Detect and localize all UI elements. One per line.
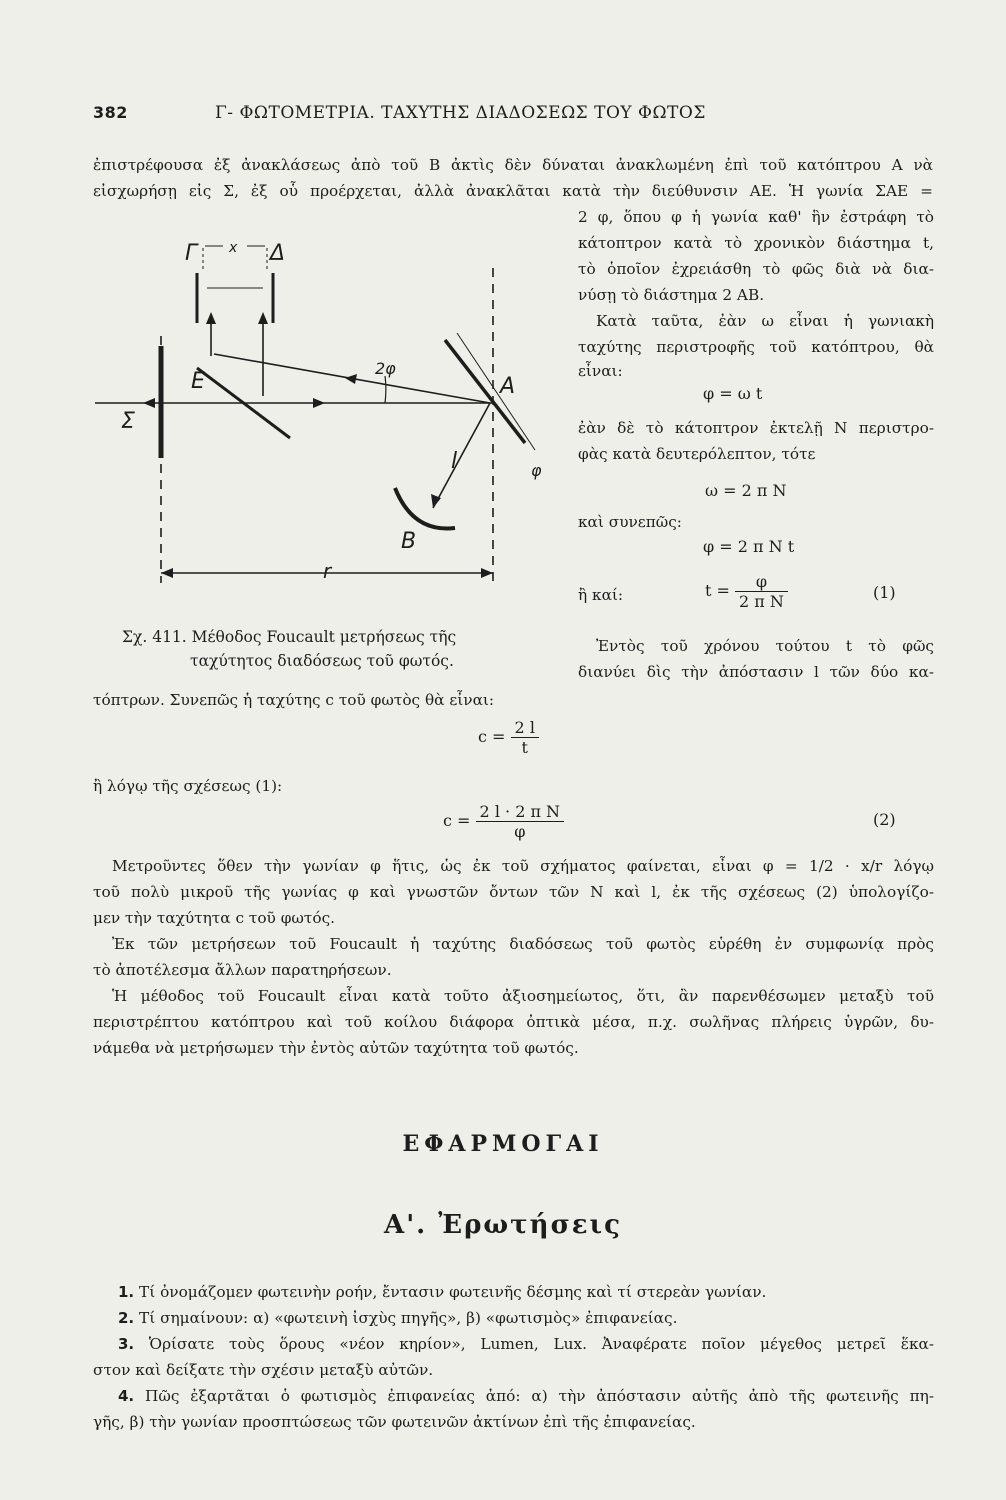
label-x: x [229, 240, 238, 256]
arrow-axis-right [313, 398, 325, 408]
right-col3-line-1: Ἐντὸς τοῦ χρόνου τούτου t τὸ φῶς [596, 637, 934, 655]
equation-c-lhs: c = [478, 727, 506, 746]
right-col-line-7: εἶναι: [578, 362, 623, 380]
question-number: 3. [118, 1335, 135, 1353]
question-4-continued: γῆς, β) τὴν γωνίαν προσπτώσεως τῶν φωτεινῶν ἀκτίνων ἐπὶ τῆς ἐπιφανείας. [93, 1413, 696, 1431]
body-line-2: τοῦ πολὺ μικροῦ τῆς γωνίας φ καὶ γνωστῶν ὄντων τῶν Ν καὶ l, ἐκ τῆς σχέσεως (2) ὑπολογίζο- [93, 883, 934, 901]
body-line-8: νάμεθα νὰ μετρήσωμεν τὴν ἐντὸς αὐτῶν ταχύτητα τοῦ φωτός. [93, 1039, 579, 1057]
angle-arc-2phi [385, 376, 386, 403]
question-number: 4. [118, 1387, 135, 1405]
right-col3-line-2: διανύει δὶς τὴν ἀπόστασιν l τῶν δύο κα- [578, 663, 934, 681]
section-title: ΕΦΑΡΜΟΓΑΙ [402, 1131, 604, 1157]
body-line-5: τὸ ἀποτέλεσμα ἄλλων παρατηρήσεων. [93, 961, 392, 979]
equation-c-denominator: t [521, 738, 528, 757]
body-line-1: Μετροῦντες ὅθεν τὴν γωνίαν φ ἥτις, ὡς ἐκ τοῦ σχήματος φαίνεται, εἶναι φ = 1/2 · x/r λόγῳ [112, 857, 934, 875]
foucault-figure [95, 228, 542, 610]
relation-label: ἢ λόγῳ τῆς σχέσεως (1): [93, 777, 283, 795]
or-label: ἢ καί: [578, 586, 624, 604]
equation-c-fraction [511, 718, 539, 757]
equation-c2-numerator: 2 l · 2 π Ν [476, 802, 565, 822]
label-gamma: Γ [185, 241, 198, 266]
question-1 [118, 1281, 766, 1303]
ray-to-B [433, 403, 490, 508]
label-B: B [401, 529, 417, 554]
intro-line-1: ἐπιστρέφουσα ἐξ ἀνακλάσεως ἀπὸ τοῦ Β ἀκτὶς δὲν δύναται ἀνακλωμένη ἐπὶ τοῦ κατόπτρου Α νὰ [93, 156, 933, 174]
body-line-4: Ἐκ τῶν μετρήσεων τοῦ Foucault ἡ ταχύτης διαδόσεως τοῦ φωτὸς εὑρέθη ἐν συμφωνίᾳ πρὸς [112, 935, 934, 953]
equation-c2-denominator: φ [514, 822, 526, 841]
arrow-r-left [161, 568, 173, 578]
label-r: r [323, 559, 332, 583]
label-phi: φ [531, 461, 542, 480]
equation-omega: ω = 2 π Ν [705, 481, 787, 500]
right-col-line-4: νύσῃ τὸ διάστημα 2 ΑΒ. [578, 286, 765, 304]
equation-t-fraction [735, 572, 788, 611]
question-3-continued: στον καὶ δείξατε τὴν σχέσιν μεταξὺ αὐτῶν. [93, 1361, 434, 1379]
label-sigma: Σ [121, 409, 135, 434]
equation-c2-fraction [476, 802, 565, 841]
label-delta: Δ [270, 241, 286, 266]
right-col2-line-1: ἐὰν δὲ τὸ κάτοπτρον ἐκτελῇ Ν περιστρο- [578, 419, 934, 437]
right-col-line-1: 2 φ, ὅπου φ ἡ γωνία καθ' ἣν ἐστράφη τὸ [578, 208, 934, 226]
label-A: A [500, 374, 516, 399]
figure-caption-line-2: ταχύτητος διαδόσεως τοῦ φωτός. [190, 652, 454, 670]
equation-c [478, 718, 539, 757]
equation-phi-2pint: φ = 2 π Ν t [703, 537, 795, 556]
arrow-reflected-head [345, 374, 357, 384]
arrow-gamma-head [206, 312, 216, 324]
equation-c2-tag: (2) [873, 810, 896, 829]
question-text: Τί σημαίνουν: α) «φωτεινὴ ἰσχὺς πηγῆς», β) «φωτισμὸς» ἐπιφανείας. [139, 1309, 678, 1327]
right-col-line-3: τὸ ὁποῖον ἐχρειάσθη τὸ φῶς διὰ νὰ δια- [578, 260, 934, 278]
arrow-up-head [258, 312, 268, 324]
equation-t-lhs: t = [705, 581, 730, 600]
right-col-line-5: Κατὰ ταῦτα, ἐὰν ω εἶναι ἡ γωνιακὴ [596, 312, 934, 330]
equation-t [705, 572, 788, 611]
question-number: 1. [118, 1283, 135, 1301]
question-text: Ὁρίσατε τοὺς ὅρους «νέον κηρίον», Lumen, Lux. Ἀναφέρατε ποῖον μέγεθος μετρεῖ ἕκα- [148, 1335, 935, 1353]
arrow-r-right [481, 568, 493, 578]
right-col2-line-2: φὰς κατὰ δευτερόλεπτον, τότε [578, 445, 816, 463]
equation-t-denominator: 2 π Ν [739, 592, 784, 611]
subsection-title: Α'. Ἐρωτήσεις [384, 1210, 622, 1240]
body-line-7: περιστρέπτου κατόπτρου καὶ τοῦ κοίλου διάφορα ὀπτικὰ μέσα, π.χ. σωλῆνας πλήρεις ὑγρῶν, δυ- [93, 1013, 934, 1031]
equation-c2 [443, 802, 564, 841]
equation-t-tag: (1) [873, 583, 896, 602]
question-4 [118, 1385, 934, 1407]
body-line-6: Ἡ μέθοδος τοῦ Foucault εἶναι κατὰ τοῦτο ἀξιοσημείωτος, ὅτι, ἂν παρενθέσωμεν μεταξὺ τοῦ [112, 987, 934, 1005]
arrow-axis-left [143, 398, 155, 408]
equation-c2-lhs: c = [443, 811, 471, 830]
equation-c-numerator: 2 l [511, 718, 539, 738]
figure-caption-line-1: Σχ. 411. Μέθοδος Foucault μετρήσεως τῆς [122, 628, 457, 646]
equation-t-numerator: φ [735, 572, 788, 592]
question-3 [118, 1333, 934, 1355]
intro-line-2: εἰσχωρήσῃ εἰς Σ, ἐξ οὗ προέρχεται, ἀλλὰ ἀνακλᾶται κατὰ τὴν διεύθυνσιν ΑΕ. Ἡ γωνία ΣΑΕ = [93, 182, 933, 200]
equation-phi-omega-t: φ = ω t [703, 384, 763, 403]
and-consequently-label: καὶ συνεπῶς: [578, 513, 682, 531]
question-text: Πῶς ἐξαρτᾶται ὁ φωτισμὸς ἐπιφανείας ἀπό: α) τὴν ἀπόστασιν αὐτῆς ἀπὸ τῆς φωτεινῆς πη- [145, 1387, 934, 1405]
mirror-A-back [457, 333, 535, 450]
label-2phi: 2φ [375, 359, 396, 378]
label-l: l [451, 449, 458, 474]
question-number: 2. [118, 1309, 135, 1327]
label-E: E [191, 369, 205, 394]
concave-mirror-B [395, 488, 455, 529]
running-head: Γ- ΦΩΤΟΜΕΤΡΙΑ. ΤΑΧΥΤΗΣ ΔΙΑΔΟΣΕΩΣ ΤΟΥ ΦΩΤΟΣ [215, 103, 706, 123]
after-figure-line: τόπτρων. Συνεπῶς ἡ ταχύτης c τοῦ φωτὸς θὰ εἶναι: [93, 691, 495, 709]
page-number: 382 [93, 103, 128, 122]
body-line-3: μεν τὴν ταχύτητα c τοῦ φωτός. [93, 909, 336, 927]
right-col-line-2: κάτοπτρον κατὰ τὸ χρονικὸν διάστημα t, [578, 234, 934, 252]
right-col-line-6: ταχύτης περιστροφῆς τοῦ κατόπτρου, θὰ [578, 338, 934, 356]
question-2 [118, 1307, 677, 1329]
question-text: Τί ὀνομάζομεν φωτεινὴν ροήν, ἔντασιν φωτεινῆς δέσμης καὶ τί στερεὰν γωνίαν. [139, 1283, 767, 1301]
